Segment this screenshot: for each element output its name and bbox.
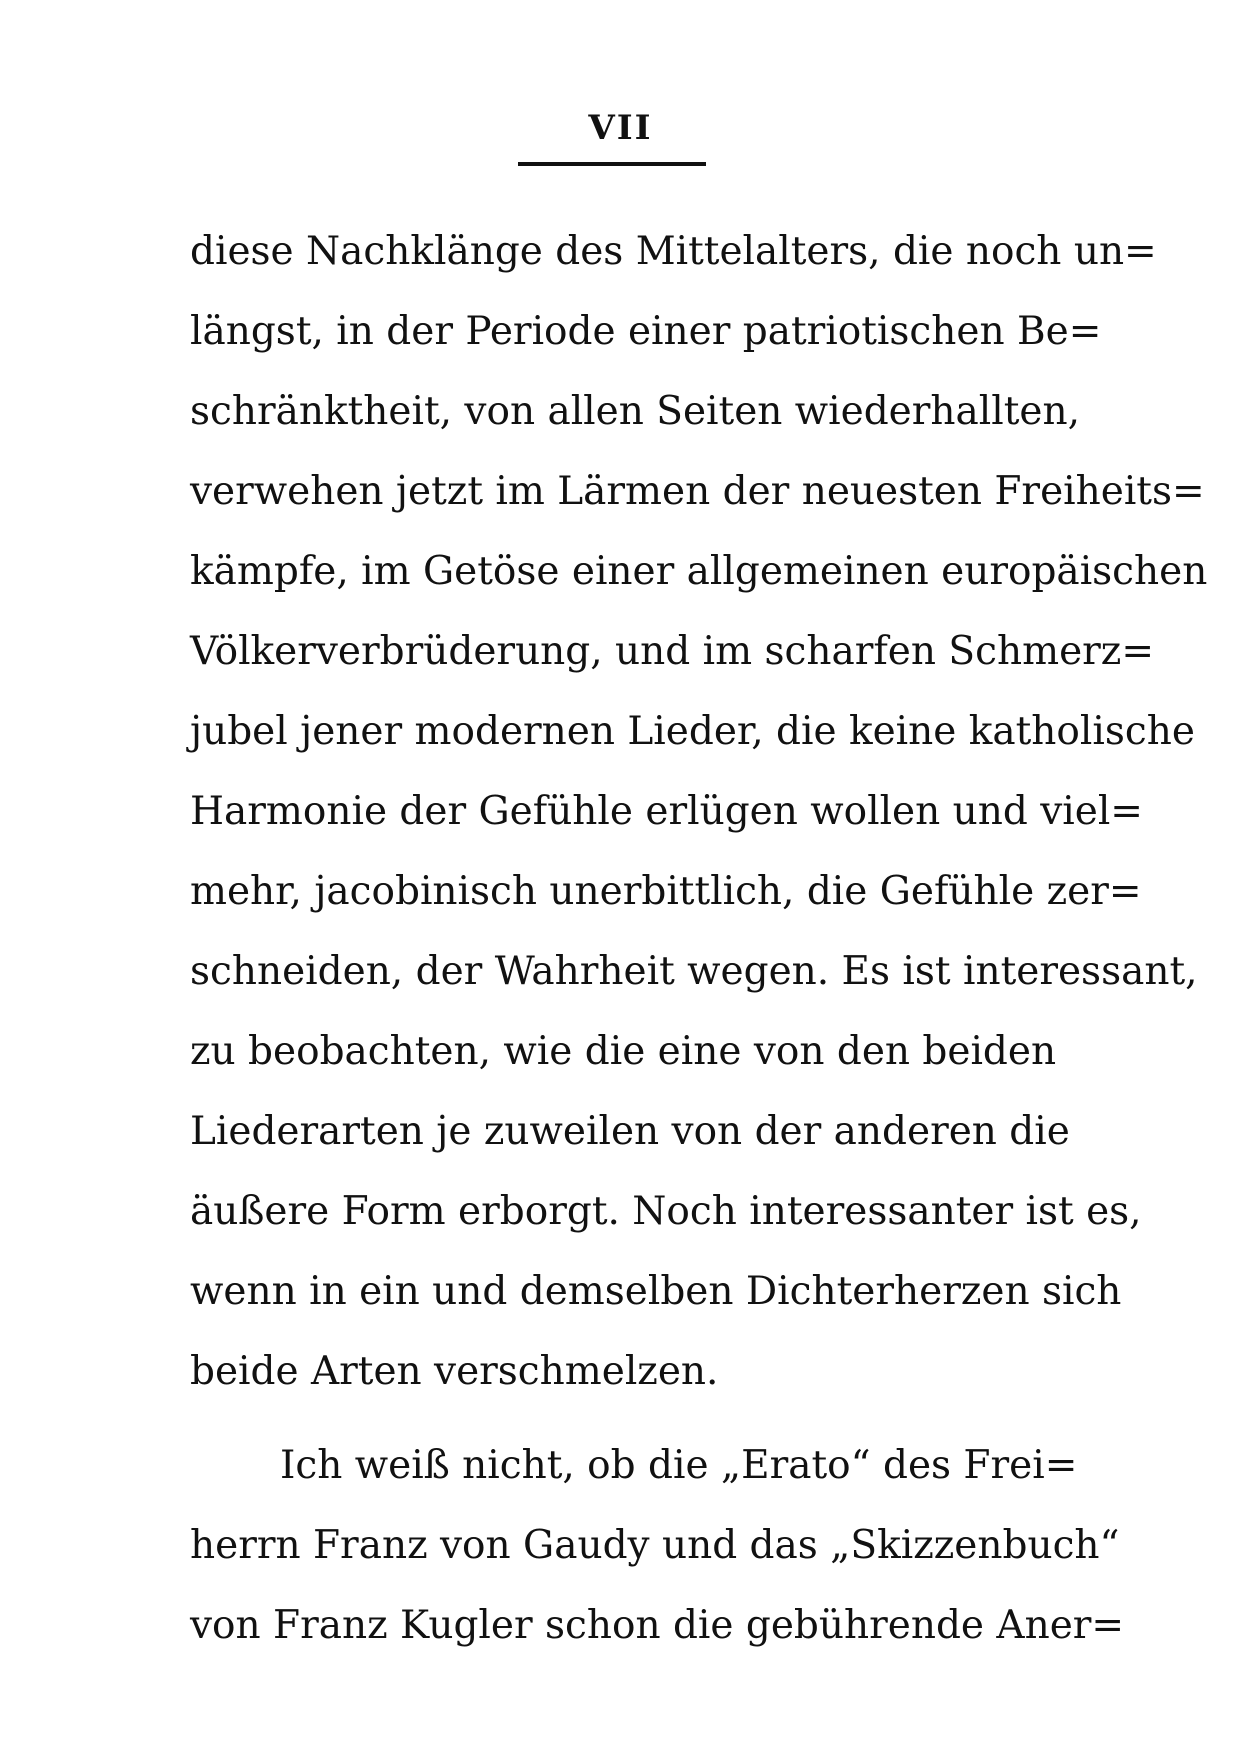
text-line: Ich weiß nicht, ob die „Erato“ des Frei= <box>280 1443 1078 1488</box>
paragraph <box>190 222 1208 1422</box>
body-text <box>190 222 1208 1676</box>
page-number: VII <box>588 108 653 148</box>
text-line: jubel jener modernen Lieder, die keine katholische <box>190 709 1195 754</box>
header-rule <box>518 162 706 166</box>
paragraph <box>190 1436 1125 1676</box>
paragraph-gap <box>190 1422 1052 1436</box>
text-line: diese Nachklänge des Mittelalters, die noch un= <box>190 229 1157 274</box>
text-line: schneiden, der Wahrheit wegen. Es ist interessant, <box>190 949 1198 994</box>
text-line: mehr, jacobinisch unerbittlich, die Gefühle zer= <box>190 869 1142 914</box>
text-line: beide Arten verschmelzen. <box>190 1349 719 1394</box>
text-line: zu beobachten, wie die eine von den beiden <box>190 1029 1057 1074</box>
text-line: Harmonie der Gefühle erlügen wollen und viel= <box>190 789 1143 834</box>
text-line: schränktheit, von allen Seiten wiederhallten, <box>190 389 1080 434</box>
text-line: Völkerverbrüderung, und im scharfen Schmerz= <box>190 629 1155 674</box>
text-line: herrn Franz von Gaudy und das „Skizzenbuch“ <box>190 1523 1120 1568</box>
text-line: wenn in ein und demselben Dichterherzen sich <box>190 1269 1122 1314</box>
text-line: verwehen jetzt im Lärmen der neuesten Freiheits= <box>190 469 1205 514</box>
text-line: äußere Form erborgt. Noch interessanter ist es, <box>190 1189 1142 1234</box>
text-line: kämpfe, im Getöse einer allgemeinen europäischen <box>190 549 1208 594</box>
text-line: von Franz Kugler schon die gebührende Aner= <box>190 1603 1125 1648</box>
text-line: längst, in der Periode einer patriotischen Be= <box>190 309 1102 354</box>
text-line: Liederarten je zuweilen von der anderen die <box>190 1109 1070 1154</box>
